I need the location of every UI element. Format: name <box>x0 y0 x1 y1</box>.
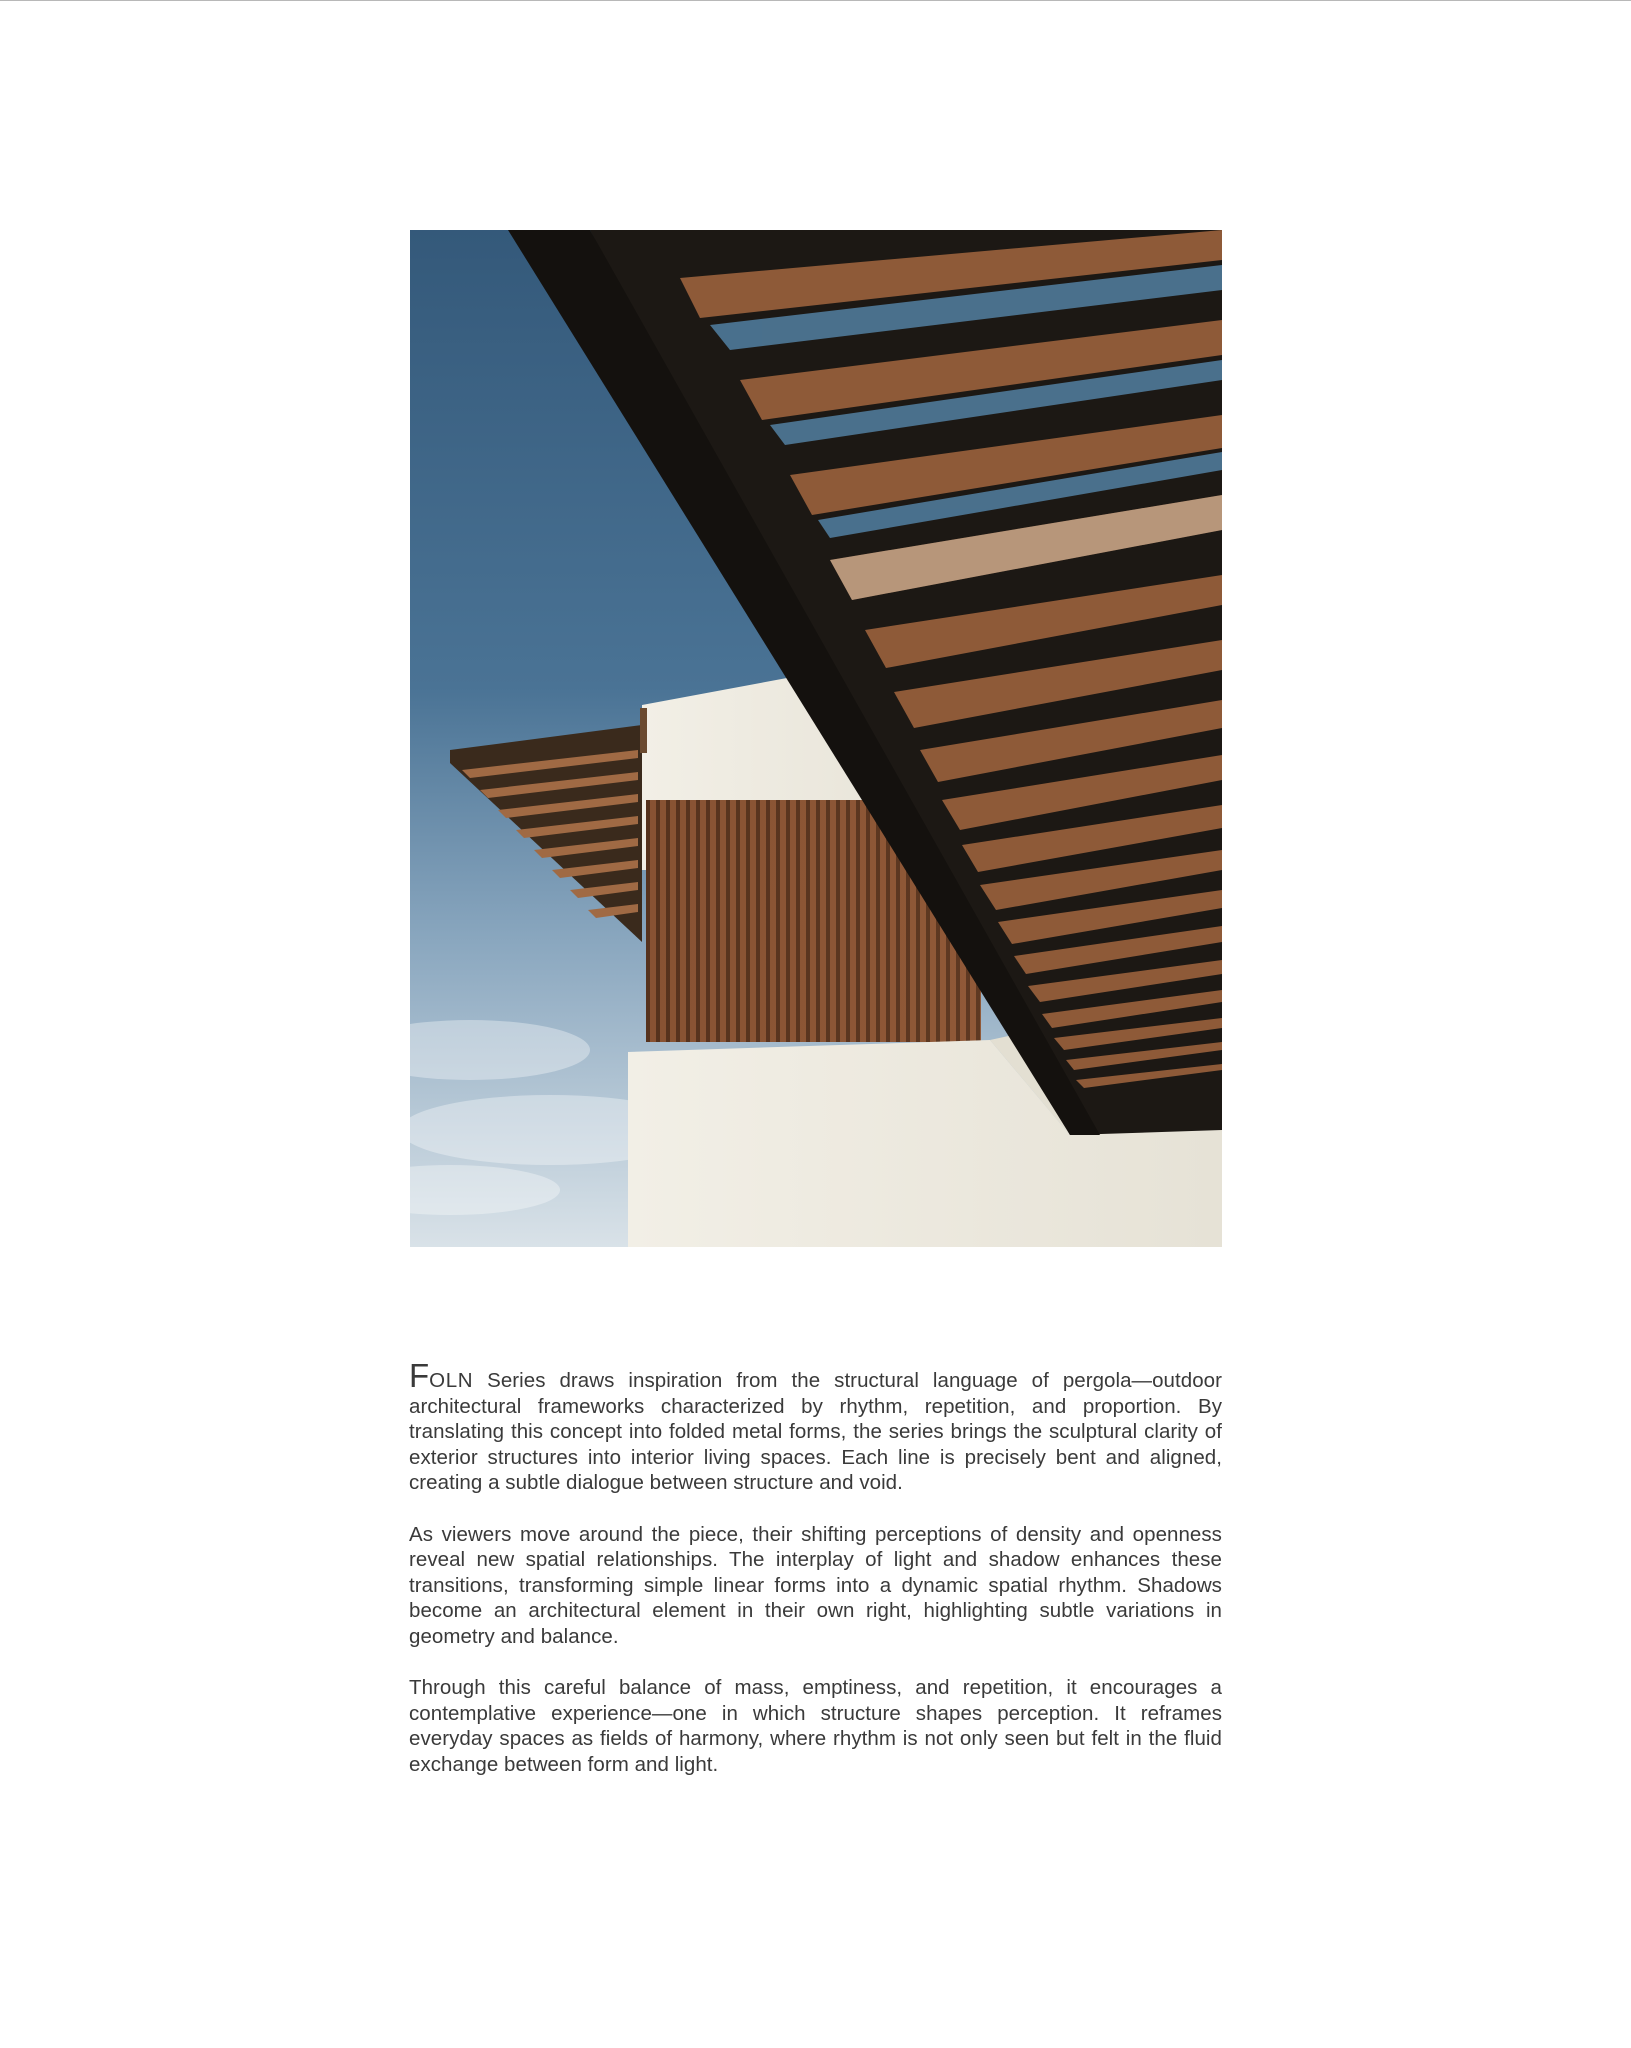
paragraph-1 <box>409 1357 1222 1496</box>
top-rule <box>0 0 1631 1</box>
architecture-photo <box>410 230 1222 1247</box>
paragraph-2: As viewers move around the piece, their shifting perceptions of density and openness reveal new spatial relationships. The interplay of light and shadow enhances these transitions, transforming simple linear forms into a dynamic spatial rhythm. Shadows become an architectural element in their own right, highlighting subtle variations in geometry and balance. <box>409 1522 1222 1648</box>
pergola-illustration <box>410 230 1222 1247</box>
lead-in: OLN <box>429 1369 474 1392</box>
drop-cap: F <box>409 1357 430 1394</box>
paragraph-3: Through this careful balance of mass, emptiness, and repetition, it encourages a contemplative experience—one in which structure shapes perception. It reframes everyday spaces as fields of harmony, where rhythm is not only seen but felt in the fluid exchange between form and light. <box>409 1676 1222 1776</box>
paragraph-1-text: Series draws inspiration from the structural language of pergola—outdoor architectural frameworks characterized by rhythm, repetition, and proportion. By translating this concept into folded metal forms, the series brings the sculptural clarity of exterior structures into interior living spaces. Each line is precisely bent and aligned, creating a subtle dialogue between structure and void. <box>409 1369 1222 1495</box>
article-body <box>409 1357 1222 1803</box>
left-overhang-post <box>640 708 647 753</box>
